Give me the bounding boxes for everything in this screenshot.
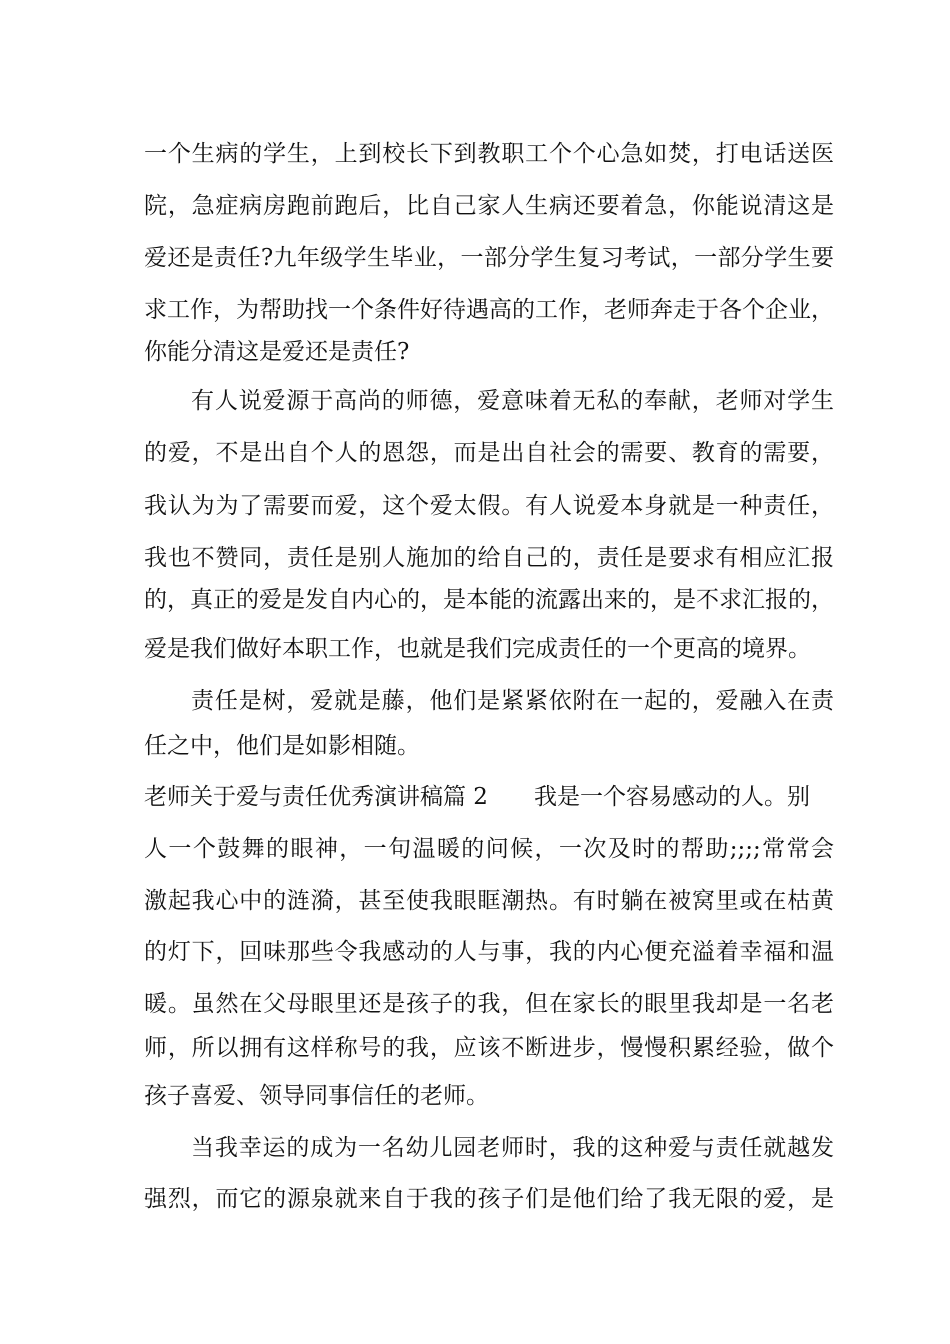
paragraph-line-start: 我是一个容易感动的人。别 (533, 784, 810, 810)
paragraph-line: 强烈，而它的源泉就来自于我的孩子们是他们给了我无限的爱，是 (144, 1186, 834, 1212)
paragraph-line: 孩子喜爱、领导同事信任的老师。 (144, 1083, 489, 1109)
paragraph-line: 暖。虽然在父母眼里还是孩子的我，但在家长的眼里我却是一名老 (144, 991, 834, 1017)
paragraph-line: 你能分清这是爱还是责任? (144, 339, 410, 365)
paragraph-line: 爱还是责任?九年级学生毕业，一部分学生复习考试，一部分学生要 (144, 245, 834, 271)
paragraph-line: 一个生病的学生，上到校长下到教职工个个心急如焚，打电话送医 (144, 141, 834, 167)
paragraph-line: 求工作，为帮助找一个条件好待遇高的工作，老师奔走于各个企业， (144, 297, 834, 323)
paragraph-line: 我也不赞同，责任是别人施加的给自己的，责任是要求有相应汇报 (144, 545, 834, 571)
section-heading: 老师关于爱与责任优秀演讲稿篇 2 (144, 784, 488, 810)
paragraph-line: 激起我心中的涟漪，甚至使我眼眶潮热。有时躺在被窝里或在枯黄 (144, 888, 834, 914)
paragraph-line: 师，所以拥有这样称号的我，应该不断进步，慢慢积累经验，做个 (144, 1035, 834, 1061)
paragraph-line: 有人说爱源于高尚的师德，爱意味着无私的奉献，老师对学生 (191, 388, 834, 414)
paragraph-line: 当我幸运的成为一名幼儿园老师时，我的这种爱与责任就越发 (191, 1135, 834, 1161)
paragraph-line: 任之中，他们是如影相随。 (144, 733, 420, 759)
paragraph-line: 人一个鼓舞的眼神，一句温暖的问候，一次及时的帮助;;;;常常会 (144, 836, 834, 862)
paragraph-line: 责任是树，爱就是藤，他们是紧紧依附在一起的，爱融入在责 (191, 688, 834, 714)
paragraph-line: 爱是我们做好本职工作，也就是我们完成责任的一个更高的境界。 (144, 636, 811, 662)
paragraph-line: 我认为为了需要而爱，这个爱太假。有人说爱本身就是一种责任， (144, 493, 834, 519)
paragraph-line: 的，真正的爱是发自内心的，是本能的流露出来的，是不求汇报的， (144, 587, 834, 613)
paragraph-line: 的灯下，回味那些令我感动的人与事，我的内心便充溢着幸福和温 (144, 939, 834, 965)
paragraph-line: 的爱，不是出自个人的恩怨，而是出自社会的需要、教育的需要， (144, 440, 834, 466)
paragraph-line: 院，急症病房跑前跑后，比自己家人生病还要着急，你能说清这是 (144, 193, 834, 219)
section-heading-row (144, 777, 834, 817)
